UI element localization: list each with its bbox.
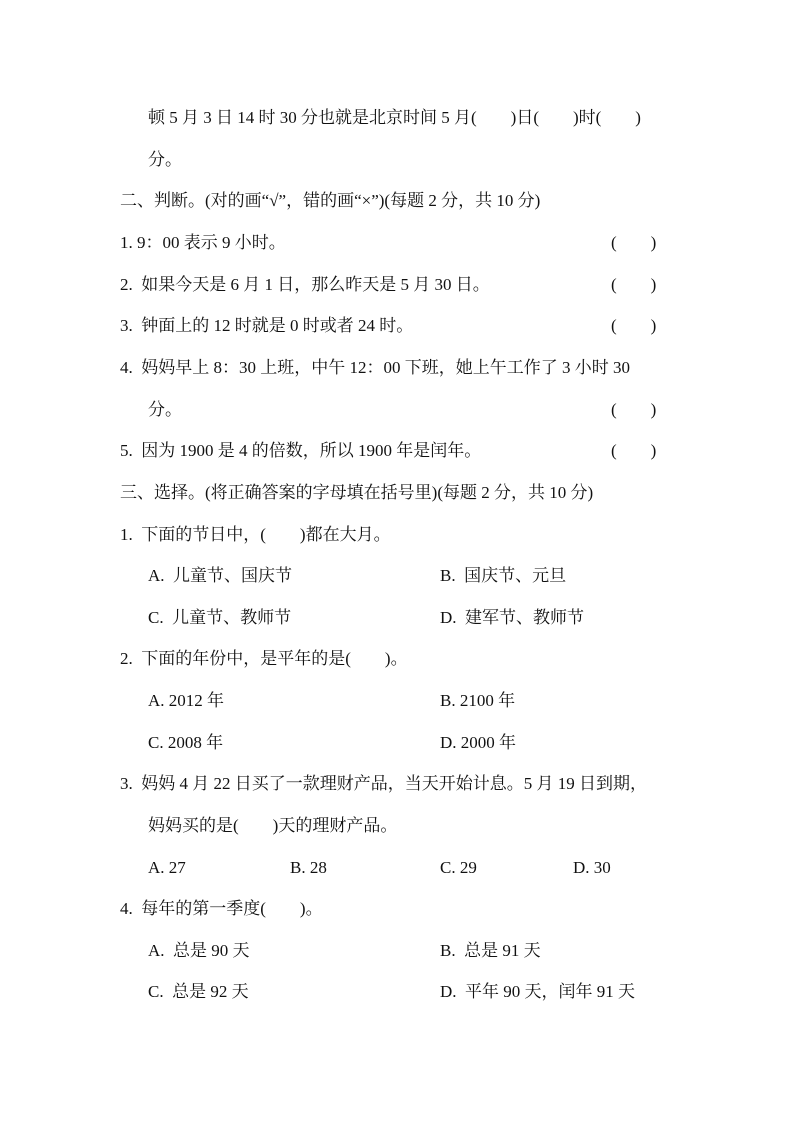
- judge-item-2: 2. 如果今天是 6 月 1 日，那么昨天是 5 月 30 日。: [120, 275, 490, 294]
- q2-option-d: D. 2000 年: [440, 733, 517, 752]
- q3-option-b: B. 28: [290, 858, 327, 877]
- q4-option-b: B. 总是 91 天: [440, 941, 541, 960]
- q3-option-a: A. 27: [148, 858, 186, 877]
- judge-item-1: 1. 9：00 表示 9 小时。: [120, 233, 286, 252]
- section-2-heading: 二、判断。(对的画“√”，错的画“×”)(每题 2 分，共 10 分): [120, 191, 541, 210]
- section-3-heading: 三、选择。(将正确答案的字母填在括号里)(每题 2 分，共 10 分): [120, 483, 594, 502]
- q2-option-a: A. 2012 年: [148, 691, 225, 710]
- q2-option-b: B. 2100 年: [440, 691, 516, 710]
- judge-answer-blank-5[interactable]: ( ): [611, 441, 657, 460]
- continued-question-line-1: 顿 5 月 3 日 14 时 30 分也就是北京时间 5 月( )日( )时( ): [148, 108, 641, 127]
- choice-question-4: 4. 每年的第一季度( )。: [120, 899, 323, 918]
- q1-option-b: B. 国庆节、元旦: [440, 566, 567, 585]
- judge-answer-blank-4[interactable]: ( ): [611, 400, 657, 419]
- q1-option-c: C. 儿童节、教师节: [148, 608, 292, 627]
- q3-option-d: D. 30: [573, 858, 611, 877]
- q1-option-a: A. 儿童节、国庆节: [148, 566, 293, 585]
- choice-question-3: 3. 妈妈 4 月 22 日买了一款理财产品，当天开始计息。5 月 19 日到期，: [120, 774, 647, 793]
- choice-question-1: 1. 下面的节日中，( )都在大月。: [120, 525, 391, 544]
- q4-option-c: C. 总是 92 天: [148, 982, 249, 1001]
- choice-question-2: 2. 下面的年份中，是平年的是( )。: [120, 649, 408, 668]
- judge-answer-blank-2[interactable]: ( ): [611, 275, 657, 294]
- judge-answer-blank-3[interactable]: ( ): [611, 316, 657, 335]
- q1-option-d: D. 建军节、教师节: [440, 608, 585, 627]
- q2-option-c: C. 2008 年: [148, 733, 224, 752]
- judge-item-4: 4. 妈妈早上 8：30 上班，中午 12：00 下班，她上午工作了 3 小时 30: [120, 358, 630, 377]
- judge-item-3: 3. 钟面上的 12 时就是 0 时或者 24 时。: [120, 316, 414, 335]
- judge-answer-blank-1[interactable]: ( ): [611, 233, 657, 252]
- judge-item-4-cont: 分。: [148, 400, 182, 419]
- q4-option-d: D. 平年 90 天，闰年 91 天: [440, 982, 636, 1001]
- continued-question-line-2: 分。: [148, 150, 182, 169]
- q3-option-c: C. 29: [440, 858, 477, 877]
- judge-item-5: 5. 因为 1900 是 4 的倍数，所以 1900 年是闰年。: [120, 441, 482, 460]
- q4-option-a: A. 总是 90 天: [148, 941, 250, 960]
- choice-question-3-cont: 妈妈买的是( )天的理财产品。: [148, 816, 398, 835]
